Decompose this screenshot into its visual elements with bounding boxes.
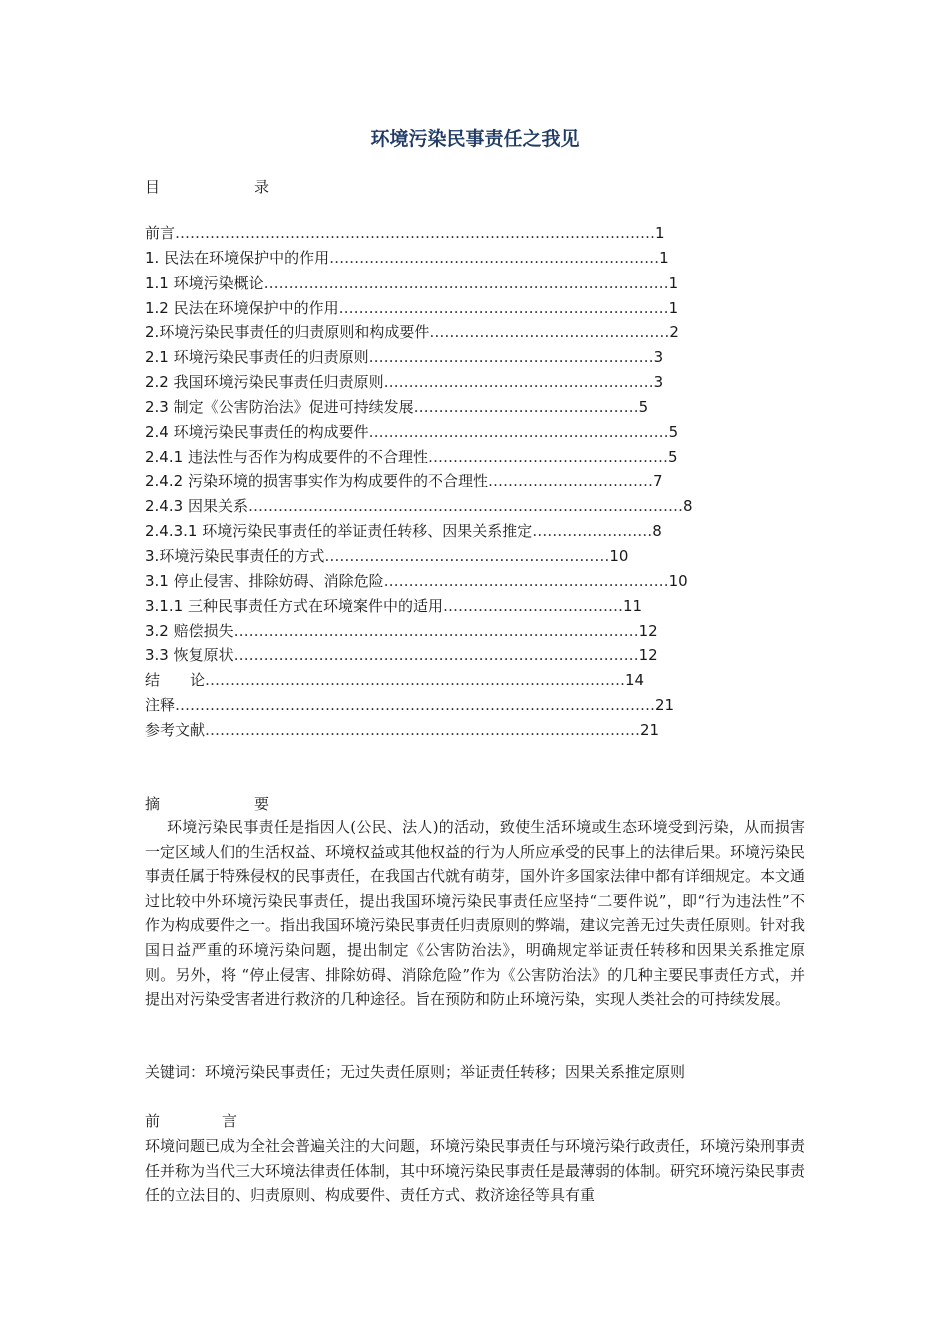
toc-entry-title: 注释: [145, 696, 176, 715]
toc-entry-number: 3.2: [145, 621, 169, 640]
toc-entry-leader: …………………………………………………: [324, 546, 610, 565]
toc-entry-page: 8: [682, 497, 693, 516]
toc-entry-page: 3: [653, 373, 664, 392]
toc-entry[interactable]: [145, 494, 745, 519]
toc-entry[interactable]: [145, 544, 745, 569]
toc-entry-leader: …………………………………………………: [383, 571, 669, 590]
toc-entry-page: 3: [653, 348, 664, 367]
toc-entry-title: 民法在环境保护中的作用: [168, 298, 339, 317]
toc-entry-number: 2.1: [145, 348, 169, 367]
toc-entry-title: 环境污染概论: [168, 273, 264, 292]
toc-entry-page: 21: [640, 720, 660, 739]
toc-entry-page: 5: [667, 447, 678, 466]
abstract-heading: [145, 793, 269, 814]
toc-entry-number: 2.4.2: [145, 472, 184, 491]
toc-entry-number: 3.: [145, 546, 160, 565]
keywords-line: 关键词：环境污染民事责任；无过失责任原则；举证责任转移；因果关系推定原则: [145, 1063, 686, 1081]
abstract-heading-char-2: 要: [254, 795, 270, 813]
toc-entry-page: 21: [655, 696, 675, 715]
toc-entry-page: 1: [668, 273, 679, 292]
toc-entry-title: 污染环境的损害事实作为构成要件的不合理性: [183, 472, 488, 491]
toc-entry[interactable]: [145, 519, 745, 544]
toc-entry-page: 11: [622, 596, 643, 615]
toc-entry[interactable]: [145, 643, 745, 668]
toc-entry-page: 1: [659, 248, 669, 267]
table-of-contents: [145, 221, 745, 743]
toc-entry-leader: ………………………………………………………………………: [233, 646, 639, 665]
toc-entry-title: 恢复原状: [168, 646, 234, 665]
toc-entry-leader: ………………………………………………………………………: [263, 273, 669, 292]
toc-entry-leader: ……………………………………………………………………………: [205, 720, 641, 739]
toc-entry-number: 2.4.3: [145, 497, 184, 516]
toc-entry-page: 5: [638, 397, 649, 416]
toc-entry[interactable]: [145, 345, 745, 370]
toc-entry-title: 违法性与否作为构成要件的不合理性: [183, 447, 428, 466]
toc-entry-page: 10: [668, 571, 688, 590]
toc-entry-leader: …………………………………………………………: [329, 248, 660, 267]
toc-entry[interactable]: [145, 718, 745, 743]
toc-entry-leader: ………………………………………………: [383, 373, 654, 392]
toc-entry-page: 7: [652, 472, 663, 491]
toc-entry-number: 3.1.1: [145, 596, 184, 615]
toc-entry-leader: ……………………………………………………………………………: [247, 497, 683, 516]
toc-entry-leader: ………………………………………: [413, 397, 639, 416]
toc-entry-number: 3.1: [145, 571, 169, 590]
toc-entry[interactable]: [145, 594, 745, 619]
toc-entry[interactable]: [145, 445, 745, 470]
toc-entry[interactable]: [145, 668, 745, 693]
toc-entry-leader: …………………………………………: [427, 447, 668, 466]
toc-entry-title: 民法在环境保护中的作用: [159, 248, 330, 267]
toc-heading-char-1: 目: [145, 178, 161, 196]
toc-entry-leader: ………………………………………………………………………: [233, 621, 639, 640]
toc-entry-leader: ………………………………: [442, 596, 623, 615]
toc-entry-leader: …………………………………………………………………………: [205, 671, 626, 690]
toc-entry[interactable]: [145, 693, 745, 718]
toc-entry-number: 2.4: [145, 422, 169, 441]
toc-entry[interactable]: [145, 320, 745, 345]
toc-entry-number: 2.2: [145, 373, 169, 392]
toc-entry[interactable]: [145, 296, 745, 321]
toc-entry-page: 12: [638, 646, 658, 665]
toc-entry-page: 1: [655, 224, 665, 242]
document-title: 环境污染民事责任之我见: [370, 128, 580, 150]
toc-entry-leader: …………………………………………………………: [338, 298, 669, 317]
toc-entry-leader: ……………………: [532, 522, 653, 541]
preface-heading-char-1: 前: [145, 1112, 161, 1130]
toc-entry[interactable]: [145, 395, 745, 420]
toc-entry-page: 1: [668, 298, 679, 317]
toc-heading: [145, 176, 269, 197]
toc-entry-number: 2.3: [145, 397, 169, 416]
toc-entry-title: 前言: [145, 224, 176, 242]
toc-entry-title: 参考文献: [145, 720, 206, 739]
toc-entry-page: 5: [668, 422, 679, 441]
toc-entry-number: 2.4.1: [145, 447, 184, 466]
toc-entry-title: 制定《公害防治法》促进可持续发展: [168, 397, 414, 416]
toc-entry-number: 3.3: [145, 646, 169, 665]
toc-heading-char-2: 录: [254, 178, 270, 196]
toc-entry-leader: ……………………………: [487, 472, 653, 491]
toc-entry-title: 结 论: [145, 671, 206, 690]
toc-entry-title: 因果关系: [183, 497, 248, 516]
toc-entry-leader: …………………………………………: [429, 323, 670, 342]
preface-heading-char-2: 言: [222, 1112, 238, 1130]
toc-entry[interactable]: [145, 370, 745, 395]
toc-entry-leader: …………………………………………………: [368, 348, 654, 367]
toc-entry[interactable]: [145, 271, 745, 296]
toc-entry-number: 2.: [145, 323, 160, 342]
toc-entry-title: 环境污染民事责任的归责原则和构成要件: [159, 323, 430, 342]
toc-entry[interactable]: [145, 569, 745, 594]
toc-entry[interactable]: [145, 469, 745, 494]
preface-heading: [145, 1110, 237, 1131]
toc-entry-title: 环境污染民事责任的举证责任转移、因果关系推定: [197, 522, 533, 541]
toc-entry-title: 环境污染民事责任的方式: [159, 546, 325, 565]
toc-entry-title: 环境污染民事责任的构成要件: [168, 422, 369, 441]
toc-entry-number: 1.2: [145, 298, 169, 317]
toc-entry-title: 三种民事责任方式在环境案件中的适用: [183, 596, 443, 615]
toc-entry-title: 停止侵害、排除妨碍、消除危险: [168, 571, 384, 590]
toc-entry-number: 2.4.3.1: [145, 522, 198, 541]
abstract-paragraph: 环境污染民事责任是指因人(公民、法人)的活动，致使生活环境或生态环境受到污染，从而损害一定区域人们的生活权益、环境权益或其他权益的行为人所应承受的民事上的法律后果。环境污染民事责任属于特殊侵权的民事责任，在我国古代就有萌芽，国外许多国家法律中都有详细规定。本文通过比较中外环境污染民事责任，提出我国环境污染民事责任应坚持“二要件说”，即“行为违法性”不作为构成要件之一。指出我国环境污染民事责任归责原则的弊端，建议完善无过失责任原则。针对我国日益严重的环境污染问题，提出制定《公害防治法》，明确规定举证责任转移和因果关系推定原则。另外，将 “停止侵害、排除妨碍、消除危险”作为《公害防治法》的几种主要民事责任方式，并提出对污染受害者进行救济的几种途径。旨在预防和防止环境污染，实现人类社会的可持续发展。: [145, 818, 806, 1009]
toc-entry-number: 1.1: [145, 273, 169, 292]
toc-entry-page: 14: [625, 671, 645, 690]
toc-entry-page: 12: [638, 621, 658, 640]
toc-entry-title: 我国环境污染民事责任归责原则: [168, 373, 384, 392]
toc-entry-leader: ……………………………………………………………………………………: [175, 224, 656, 242]
toc-entry-number: 1.: [145, 248, 160, 267]
abstract-heading-char-1: 摘: [145, 795, 161, 813]
preface-paragraph: 环境问题已成为全社会普遍关注的大问题，环境污染民事责任与环境污染行政责任，环境污染刑事责任并称为当代三大环境法律责任体制，其中环境污染民事责任是最薄弱的体制。研究环境污染民事责任的立法目的、归责原则、构成要件、责任方式、救济途径等具有重: [145, 1137, 806, 1205]
toc-entry-page: 8: [652, 522, 662, 541]
toc-entry-title: 环境污染民事责任的归责原则: [168, 348, 369, 367]
toc-entry[interactable]: [145, 246, 745, 271]
toc-entry[interactable]: [145, 619, 745, 644]
toc-entry[interactable]: [145, 420, 745, 445]
toc-entry-page: 10: [609, 546, 629, 565]
toc-entry-page: 2: [669, 323, 679, 342]
toc-entry-leader: ……………………………………………………: [368, 422, 669, 441]
toc-entry-leader: ……………………………………………………………………………………: [175, 696, 656, 715]
toc-entry[interactable]: [145, 221, 745, 246]
toc-entry-title: 赔偿损失: [168, 621, 234, 640]
